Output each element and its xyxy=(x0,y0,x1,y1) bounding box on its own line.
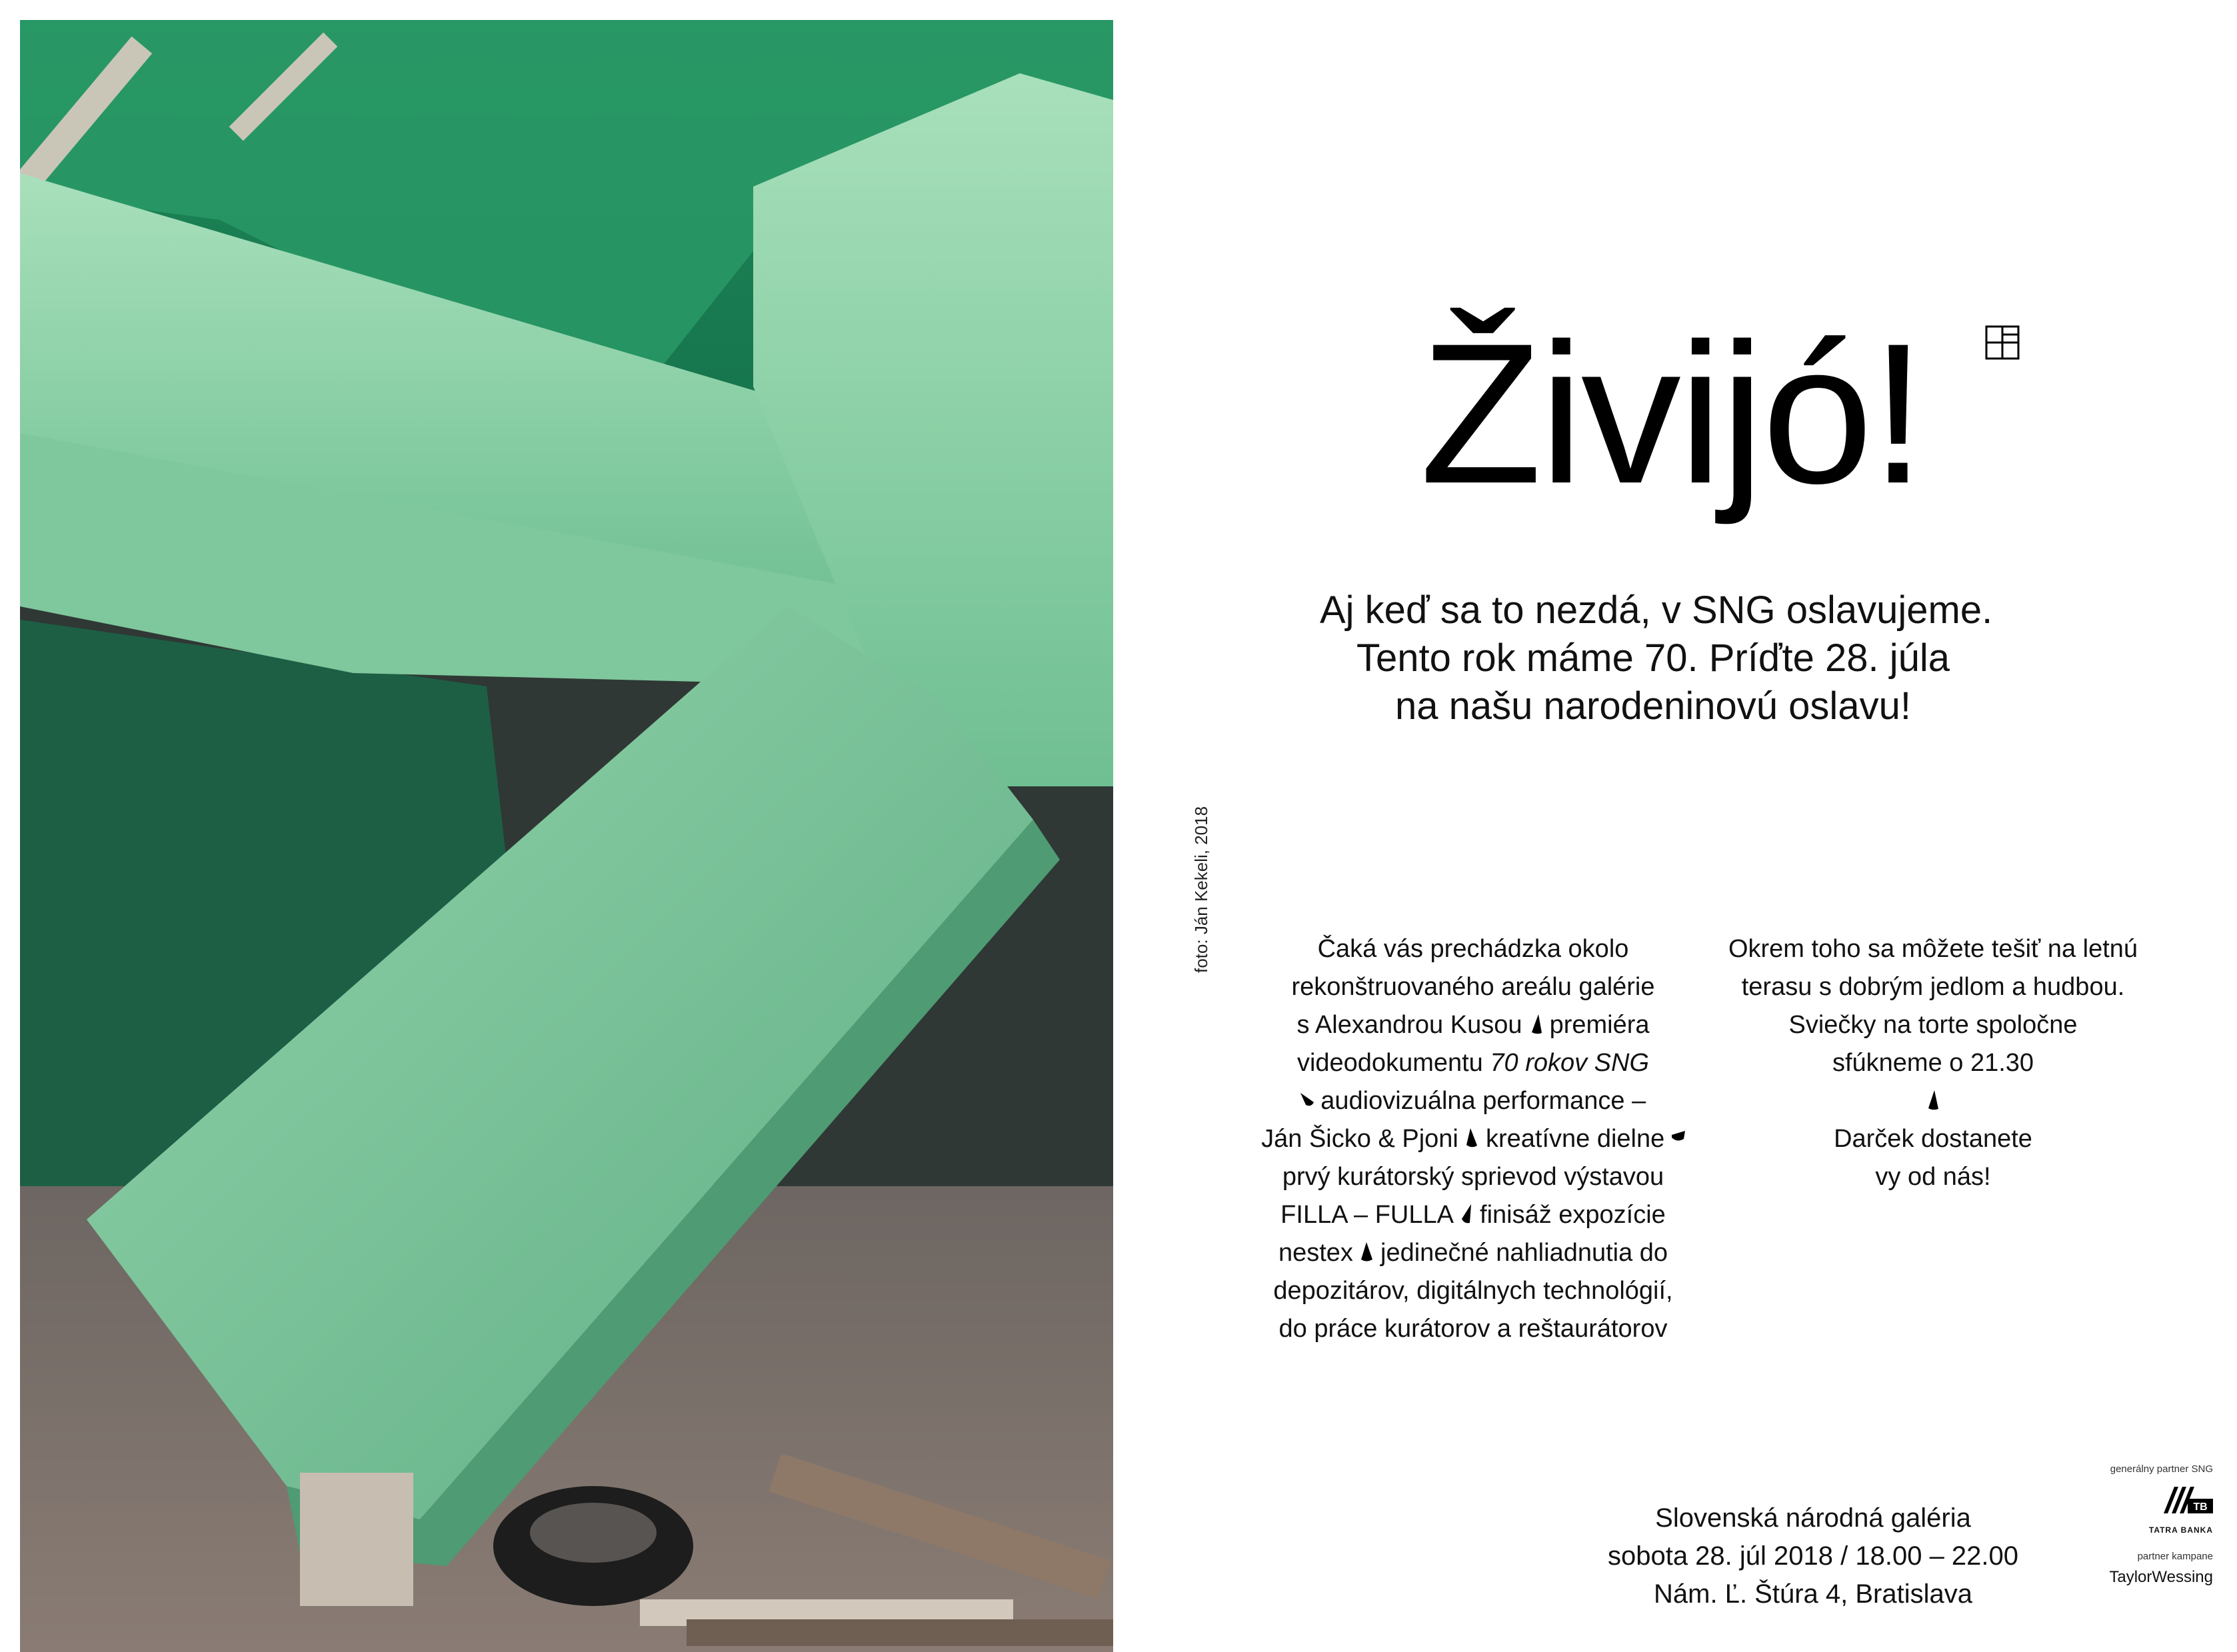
drop-separator-icon xyxy=(1459,1204,1472,1224)
program-text: finisáž expozície xyxy=(1480,1201,1666,1229)
program-line: do práce kurátorov a reštaurátorov xyxy=(1278,1315,1668,1343)
program-line xyxy=(1240,1044,1706,1082)
drop-separator-icon xyxy=(1529,1014,1542,1034)
tatra-banka-logo-icon xyxy=(2160,1483,2213,1521)
program-text: premiéra xyxy=(1549,1011,1650,1039)
program-line xyxy=(1240,1082,1706,1120)
drop-separator-icon xyxy=(1926,1090,1940,1110)
drop-separator-icon xyxy=(1672,1128,1685,1148)
extras-line xyxy=(1706,1082,2160,1120)
extras-line: Darček dostanete xyxy=(1834,1125,2032,1153)
program-line: prvý kurátorský sprievod výstavou xyxy=(1282,1163,1664,1191)
program-line: depozitárov, digitálnych technológií, xyxy=(1273,1277,1673,1305)
program-text: kreatívne dielne xyxy=(1485,1125,1665,1153)
extras-line: Sviečky na torte spoločne xyxy=(1788,1011,2078,1039)
program-line: rekonštruovaného areálu galérie xyxy=(1291,973,1655,1001)
campaign-partner-label: partner kampane xyxy=(2137,1551,2213,1562)
drop-separator-icon xyxy=(1465,1128,1478,1148)
partners-block xyxy=(2066,1463,2213,1587)
venue-name: Slovenská národná galéria xyxy=(1655,1503,1971,1533)
drop-separator-icon xyxy=(1360,1242,1373,1262)
lead-text xyxy=(1320,586,1993,730)
program-text: videodokumentu xyxy=(1296,1049,1483,1077)
program-line: Čaká vás prechádzka okolo xyxy=(1317,935,1629,963)
program-text: audiovizuálna performance – xyxy=(1320,1087,1646,1115)
event-datetime: sobota 28. júl 2018 / 18.00 – 22.00 xyxy=(1607,1541,2019,1571)
program-column xyxy=(1240,930,1706,1348)
photo-credit: foto: Ján Kekeli, 2018 xyxy=(1191,806,1211,973)
lead-line: Aj keď sa to nezdá, v SNG oslavujeme. xyxy=(1320,588,1993,632)
program-line xyxy=(1240,1196,1706,1234)
taylorwessing-logo: TaylorWessing xyxy=(2109,1568,2213,1586)
general-partner-label: generálny partner SNG xyxy=(2110,1463,2213,1475)
drop-separator-icon xyxy=(1300,1090,1314,1110)
program-film-title: 70 rokov SNG xyxy=(1490,1049,1650,1077)
program-text: nestex xyxy=(1278,1239,1353,1267)
extras-line: terasu s dobrým jedlom a hudbou. xyxy=(1741,973,2125,1001)
program-text: Ján Šicko & Pjoni xyxy=(1261,1125,1458,1153)
event-address: Nám. Ľ. Štúra 4, Bratislava xyxy=(1654,1579,1972,1609)
extras-line: vy od nás! xyxy=(1875,1163,1991,1191)
program-text: jedinečné nahliadnutia do xyxy=(1380,1239,1668,1267)
page-title: Živijó! xyxy=(1420,301,1924,525)
program-line xyxy=(1240,1006,1706,1044)
program-text: s Alexandrou Kusou xyxy=(1296,1011,1522,1039)
sng-logo-icon xyxy=(1985,325,2020,360)
title-block xyxy=(1420,280,2020,546)
hero-photo xyxy=(20,20,1113,1652)
bank-name: TATRA BANKA xyxy=(2148,1525,2213,1535)
extras-column xyxy=(1706,930,2160,1196)
extras-line: sfúkneme o 21.30 xyxy=(1832,1049,2034,1077)
extras-line: Okrem toho sa môžete tešiť na letnú xyxy=(1728,935,2138,963)
program-text: FILLA – FULLA xyxy=(1280,1201,1452,1229)
bank-abbr: TB xyxy=(2193,1501,2208,1513)
program-line xyxy=(1240,1234,1706,1272)
lead-line: na našu narodeninovú oslavu! xyxy=(1395,684,1911,728)
lead-line: Tento rok máme 70. Príďte 28. júla xyxy=(1356,636,1950,680)
program-line xyxy=(1240,1120,1706,1158)
